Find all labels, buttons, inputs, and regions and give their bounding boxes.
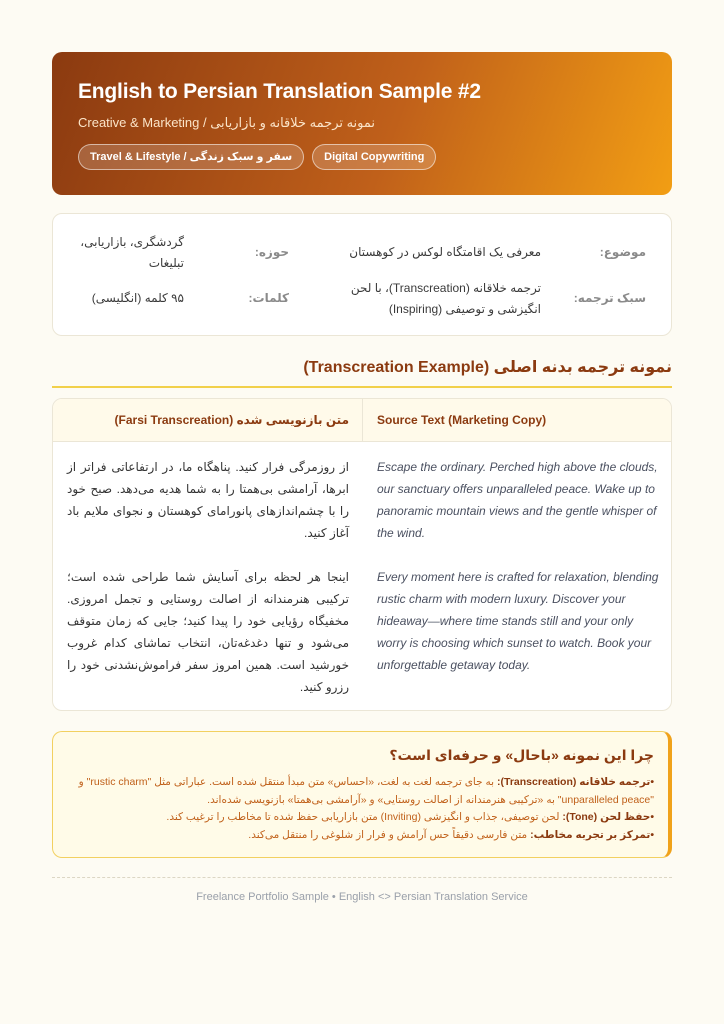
target-column-header: متن بازنویسی شده (Farsi Transcreation) [114, 413, 349, 427]
field-label: حوزه: [254, 245, 289, 259]
tag-list [78, 144, 646, 170]
column-divider [362, 399, 363, 442]
source-paragraph-2: Every moment here is crafted for relaxation, blending rustic charm with modern luxury. Discover your hideaway—where time stands still and your only worry is choosing which sunset to watch. Book your unforgettable getaway today. [377, 570, 659, 672]
section-heading: نمونه ترجمه بدنه اصلی (Transcreation Example) [52, 358, 672, 388]
words-label: کلمات: [248, 291, 289, 305]
project-meta-card [52, 213, 672, 336]
tag-digital-copywriting: Digital Copywriting [312, 144, 436, 170]
why-heading: چرا این نمونه «باحال» و حرفه‌ای است؟ [389, 747, 654, 763]
subject-value: معرفی یک اقامتگاه لوکس در کوهستان [349, 245, 541, 259]
tag-travel-lifestyle: Travel & Lifestyle / سفر و سبک زندگی [78, 144, 304, 170]
header-banner [52, 52, 672, 195]
footer-divider [52, 877, 672, 878]
source-paragraph-1: Escape the ordinary. Perched high above the clouds, our sanctuary offers unparalleled peace. Wake up to panoramic mountain views and the gentle whisper of the wind. [377, 460, 658, 540]
why-professional-box [52, 731, 672, 858]
source-column-header: Source Text (Marketing Copy) [377, 413, 547, 427]
subject-label: موضوع: [599, 245, 646, 259]
translation-comparison [52, 398, 672, 711]
style-value: ترجمه خلاقانه (Transcreation)، با لحن انگیزشی و توصیفی (Inspiring) [350, 281, 541, 316]
why-item-audience: •تمرکز بر تجربه مخاطب: متن فارسی دقیقاً حس آرامش و فرار از شلوغی را منتقل می‌کند. [248, 828, 654, 841]
page-subtitle: Creative & Marketing / نمونه ترجمه خلاقانه و بازاریابی [78, 115, 376, 130]
target-paragraph-1: از روزمرگی فرار کنید. پناهگاه ما، در ارتفاعاتی فراتر از ابرها، آرامشی بی‌همتا را به شما هدیه می‌دهد. صبح خود را با چشم‌اندازهای پانورامای کوهستان و نجوای ملایم باد آغاز کنید. [67, 460, 349, 540]
page-footer: Freelance Portfolio Sample • English <> Persian Translation Service [196, 891, 528, 903]
why-item-tone: •حفظ لحن (Tone): لحن توصیفی، جذاب و انگیزشی (Inviting) متن بازاریابی حفظ شده تا مخاطب را ترغیب کند. [166, 811, 654, 823]
field-value: گردشگری، بازاریابی، تبلیغات [80, 235, 184, 270]
page-title: English to Persian Translation Sample #2 [78, 80, 481, 103]
why-item-transcreation: •ترجمه خلاقانه (Transcreation): به جای ترجمه لغت به لغت، «احساس» متن مبدأ منتقل شده است. عباراتی مثل "rustic charm" و "unparalleled peace" به «ترکیبی هنرمندانه از اصالت روستایی» و «آرامشی بی‌همتا» بازنویسی شده‌اند. [78, 776, 654, 806]
words-value: ۹۵ کلمه (انگلیسی) [91, 291, 184, 305]
why-list [67, 774, 654, 844]
style-label: سبک ترجمه: [573, 291, 646, 305]
comparison-header [53, 399, 671, 442]
target-paragraph-2: اینجا هر لحظه برای آسایش شما طراحی شده است؛ ترکیبی هنرمندانه از اصالت روستایی و تجمل امروزی. مخفیگاه رؤیایی خود را پیدا کنید؛ جایی که زمان متوقف می‌شود و تنها دغدغه‌تان، انتخاب تماشای کدام غروب خورشید است. همین امروز سفر فراموش‌نشدنی خود را رزرو کنید. [67, 570, 349, 694]
